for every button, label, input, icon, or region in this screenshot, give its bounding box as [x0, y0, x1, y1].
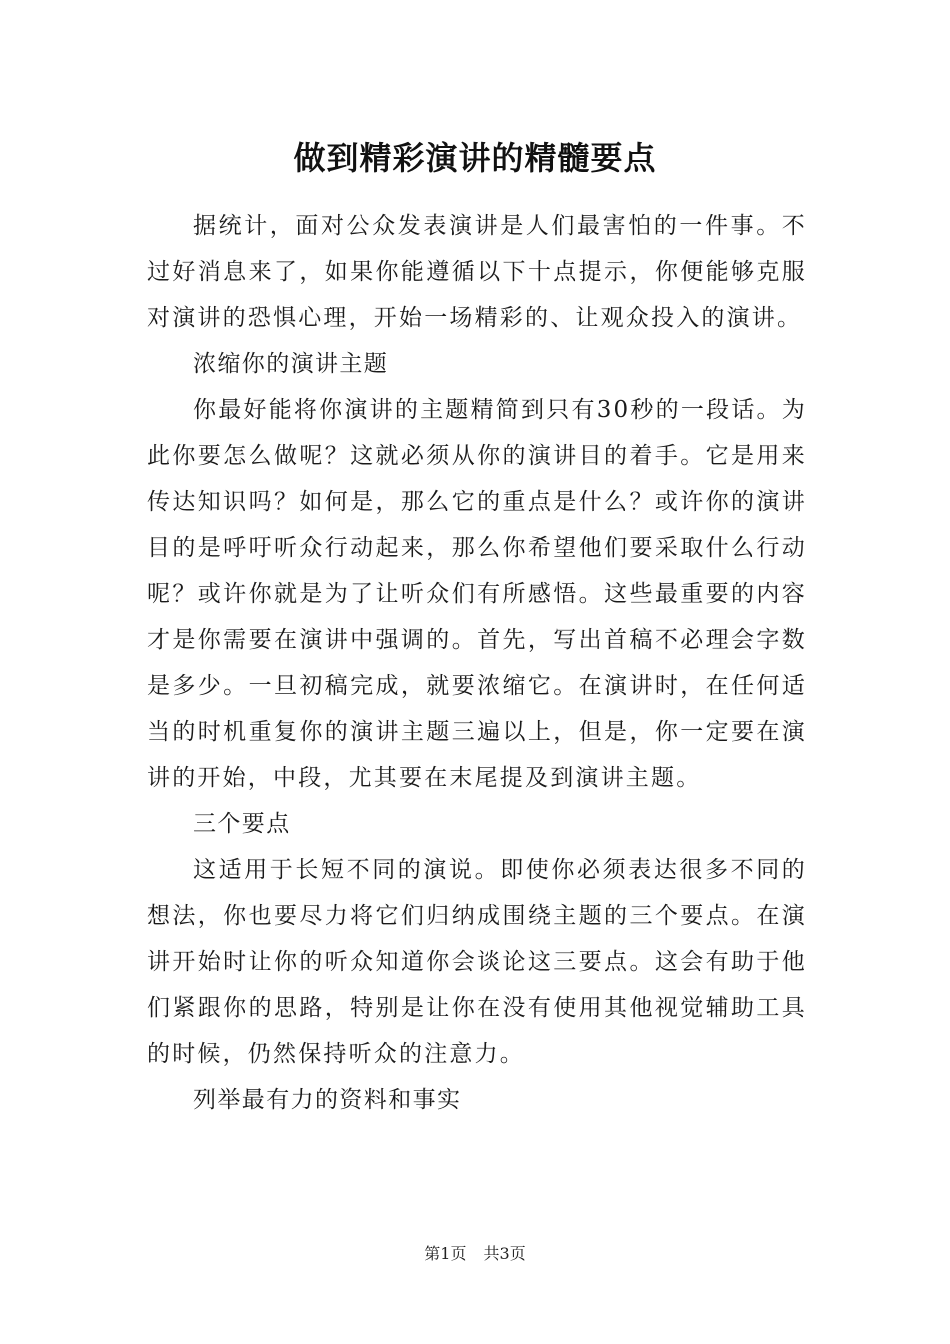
page-number: 第1页 [424, 1244, 467, 1263]
document-body [147, 203, 807, 1123]
section-heading: 三个要点 [193, 811, 291, 837]
page-footer [0, 1243, 950, 1265]
page-total: 共3页 [483, 1244, 526, 1263]
paragraph: 这适用于长短不同的演说。即使你必须表达很多不同的想法，你也要尽力将它们归纳成围绕主题的三个要点。在演讲开始时让你的听众知道你会谈论这三要点。这会有助于他们紧跟你的思路，特别是让你在没有使用其他视觉辅助工具的时候，仍然保持听众的注意力。 [147, 857, 807, 1067]
paragraph: 据统计，面对公众发表演讲是人们最害怕的一件事。不过好消息来了，如果你能遵循以下十点提示，你便能够克服对演讲的恐惧心理，开始一场精彩的、让观众投入的演讲。 [147, 213, 807, 331]
section-heading: 列举最有力的资料和事实 [193, 1087, 462, 1113]
paragraph: 你最好能将你演讲的主题精简到只有30秒的一段话。为此你要怎么做呢？这就必须从你的演讲目的着手。它是用来传达知识吗？如何是，那么它的重点是什么？或许你的演讲目的是呼吁听众行动起来，那么你希望他们要采取什么行动呢？或许你就是为了让听众们有所感悟。这些最重要的内容才是你需要在演讲中强调的。首先，写出首稿不必理会字数是多少。一旦初稿完成，就要浓缩它。在演讲时，在任何适当的时机重复你的演讲主题三遍以上，但是，你一定要在演讲的开始，中段，尤其要在末尾提及到演讲主题。 [147, 397, 807, 791]
section-heading: 浓缩你的演讲主题 [193, 351, 389, 377]
document-title: 做到精彩演讲的精髓要点 [293, 139, 657, 177]
